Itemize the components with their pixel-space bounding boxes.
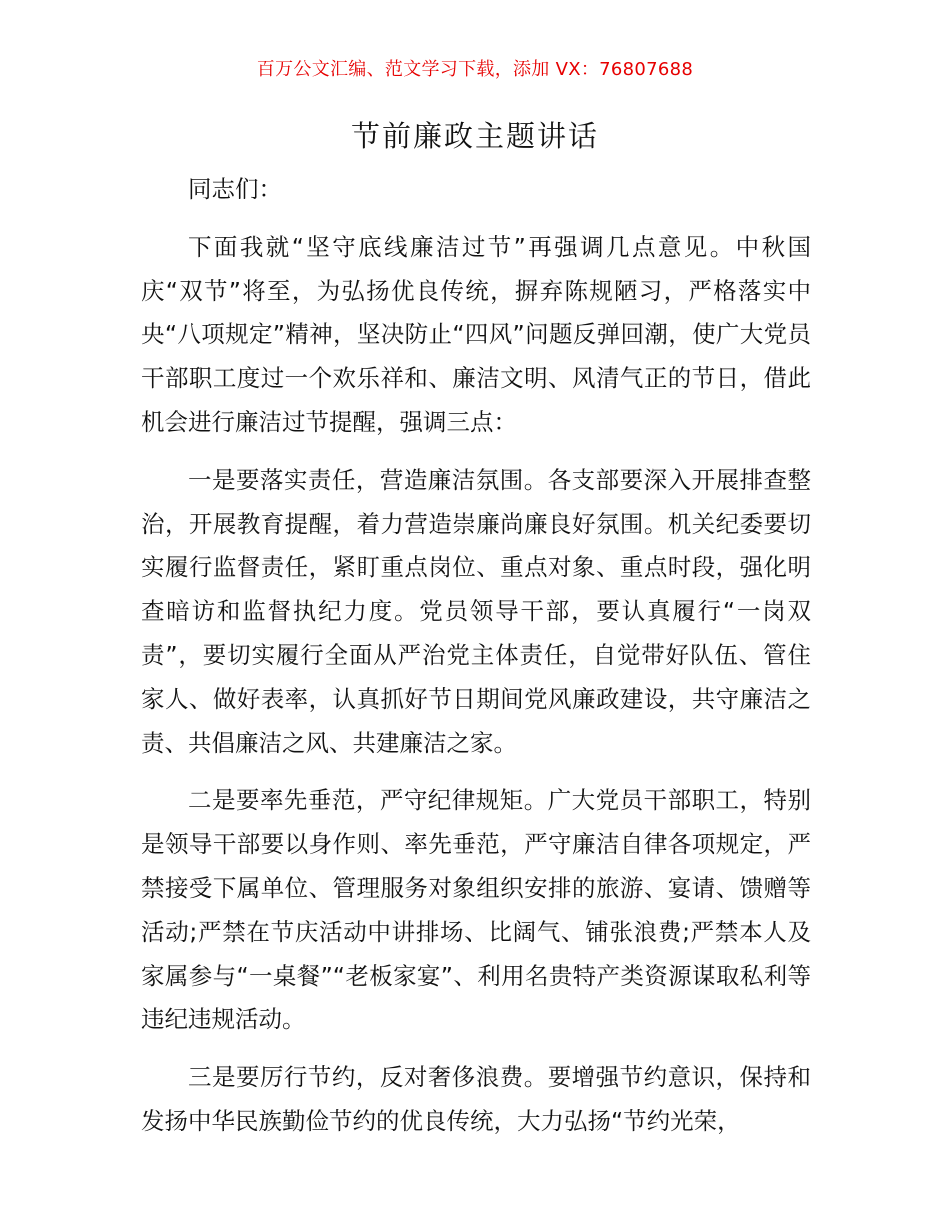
point-two-paragraph: 二是要率先垂范，严守纪律规矩。广大党员干部职工，特别是领导干部要以身作则、率先垂范，严守廉洁自律各项规定，严禁接受下属单位、管理服务对象组织安排的旅游、宴请、馈赠等活动;严禁在节庆活动中讲排场、比阔气、铺张浪费;严禁本人及家属参与“一桌餐”“老板家宴”、利用名贵特产类资源谋取私利等违纪违规活动。 bbox=[141, 786, 811, 1034]
salutation-paragraph: 同志们： bbox=[188, 175, 282, 203]
header-watermark-text: 百万公文汇编、范文学习下载，添加 VX：76807688 bbox=[256, 59, 694, 80]
intro-paragraph: 下面我就“坚守底线廉洁过节”再强调几点意见。中秋国庆“双节”将至，为弘扬优良传统，摒弃陈规陋习，严格落实中央“八项规定”精神，坚决防止“四风”问题反弹回潮，使广大党员干部职工度过一个欢乐祥和、廉洁文明、风清气正的节日，借此机会进行廉洁过节提醒，强调三点： bbox=[141, 232, 811, 436]
document-title: 节前廉政主题讲话 bbox=[350, 119, 599, 153]
point-one-paragraph: 一是要落实责任，营造廉洁氛围。各支部要深入开展排查整治，开展教育提醒，着力营造崇廉尚廉良好氛围。机关纪委要切实履行监督责任，紧盯重点岗位、重点对象、重点时段，强化明查暗访和监督执纪力度。党员领导干部，要认真履行“一岗双责”，要切实履行全面从严治党主体责任，自觉带好队伍、管住家人、做好表率，认真抓好节日期间党风廉政建设，共守廉洁之责、共倡廉洁之风、共建廉洁之家。 bbox=[141, 465, 811, 757]
point-three-paragraph: 三是要厉行节约，反对奢侈浪费。要增强节约意识，保持和发扬中华民族勤俭节约的优良传统，大力弘扬“节约光荣， bbox=[141, 1063, 811, 1135]
document-body bbox=[141, 168, 811, 1144]
